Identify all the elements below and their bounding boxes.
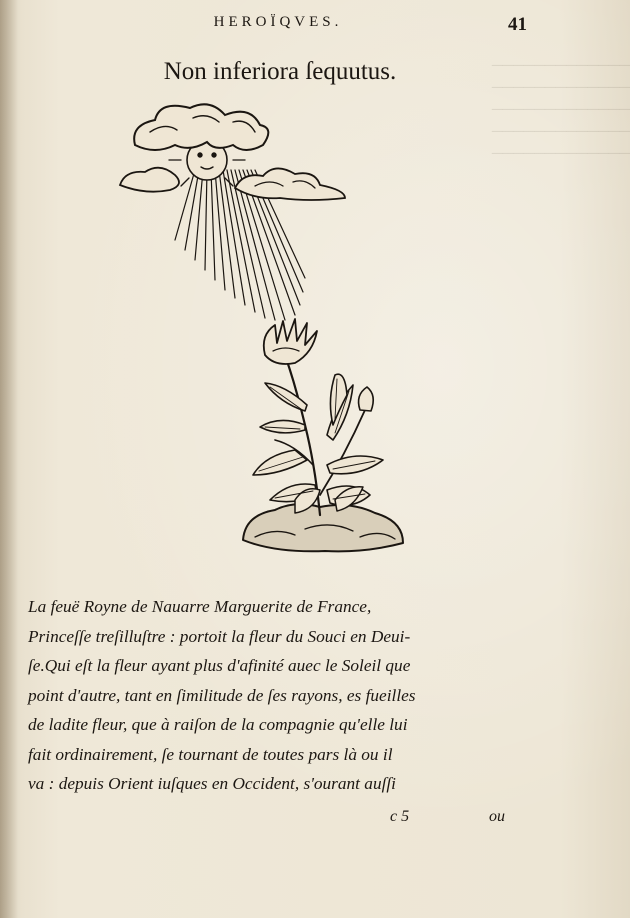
body-line: fait ordinairement, ſe tournant de toutes pars là ou il	[28, 744, 393, 764]
gutter-shadow	[0, 0, 18, 918]
body-line: point d'autre, tant en ſimilitude de ſes rayons, es fueilles	[28, 685, 416, 705]
signature-mark: c 5	[390, 808, 410, 825]
body-line: va : depuis Orient iuſques en Occident, s'ourant auſſi	[28, 774, 396, 793]
marigold-plant-woodcut	[235, 315, 410, 560]
body-text	[28, 592, 508, 799]
body-line: La feuë Royne de Nauarre Marguerite de France,	[28, 597, 372, 616]
sun-in-clouds-woodcut	[115, 100, 355, 325]
body-line: de ladite fleur, que à raiſon de la compagnie qu'elle lui	[28, 715, 408, 734]
motto-title: Non inferiora ſequutus.	[163, 58, 397, 85]
page-number: 41	[508, 14, 527, 35]
running-head: HEROÏQVES.	[213, 14, 343, 30]
catchword: ou	[489, 808, 505, 825]
body-line: Princeſſe treſilluſtre : portoit la fleur du Souci en Deui-	[28, 626, 411, 646]
body-line: ſe.Qui eſt la fleur ayant plus d'afinité auec le Soleil que	[28, 656, 411, 675]
show-through-text: ───────────── ───────────── ───────────── ───────────── ─────────────	[491, 58, 630, 162]
